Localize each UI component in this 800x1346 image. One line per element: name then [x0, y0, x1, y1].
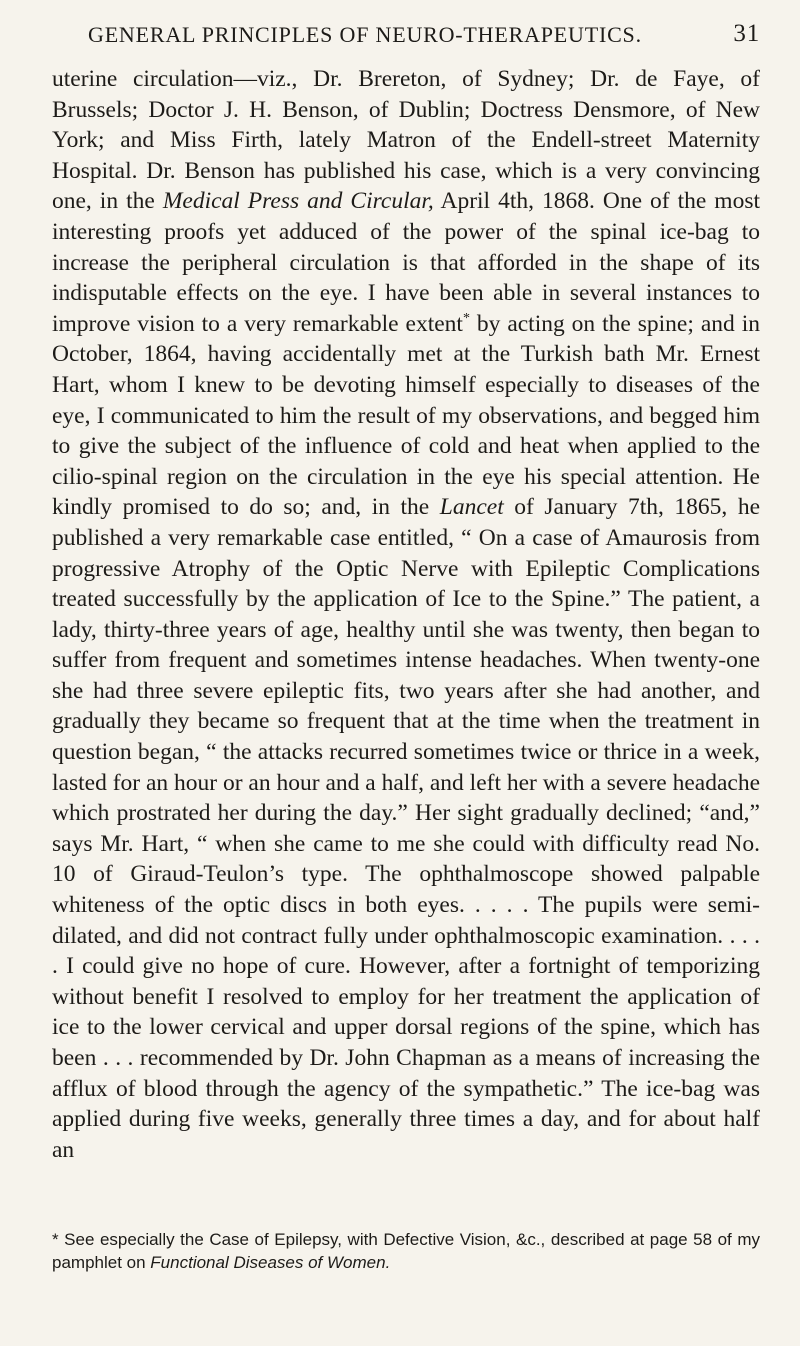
header-title: GENERAL PRINCIPLES OF NEURO-THERAPEUTICS. [88, 22, 642, 47]
body-text-segment: April 4th, 1868. One of the most interesting proofs yet adduced of the power of the spinal ice-bag to increase the peripheral circulation is that afforded in the shape of its indisputable effects on the eye. I have been able in several instances to improve vision to a very remarkable extent [52, 188, 761, 337]
journal-title: Medical Press and Circular, [162, 188, 434, 215]
footnote [52, 1228, 760, 1274]
body-text-segment: uterine circulation—viz., Dr. Brereton, of Sydney; Dr. de Faye, of Brussels; Doctor J. H. Benson, of Dublin; Doctress Densmore, of New York; and Miss Firth, lately Matron of the Endell-street Maternity Hospital. Dr. Benson has published his case, which is a very convincing one, in the [52, 66, 760, 215]
journal-title: Lancet [439, 494, 504, 521]
body-text [52, 64, 760, 1165]
footnote-book-title: Functional Diseases of Women. [150, 1253, 391, 1272]
running-header [52, 14, 760, 48]
page-number: 31 [733, 20, 760, 47]
paragraph [52, 64, 760, 1165]
footnote-text: * See especially the Case of Epilepsy, with Defective Vision, &c., described at page 58 of my pamphlet on [52, 1230, 760, 1272]
footnote-reference: * [462, 310, 470, 326]
body-text-segment: of January 7th, 1865, he published a very remarkable case entitled, “ On a case of Amaurosis from progressive Atrophy of the Optic Nerve with Epileptic Complications treated successfully by the application of Ice to the Spine.” The patient, a lady, thirty-three years of age, healthy until she was twenty, then began to suffer from frequent and sometimes intense headaches. When twenty-one she had three severe epileptic fits, two years after she had another, and gradually they became so frequent that at the time when the treatment in question began, “ the attacks recurred sometimes twice or thrice in a week, lasted for an hour or an hour and a half, and left her with a severe headache which prostrated her during the day.” Her sight gradually declined; “and,” says Mr. Hart, “ when she came to me she could with difficulty read No. 10 of Giraud-Teulon’s type. The ophthalmoscope showed palpable whiteness of the optic discs in both eyes. . . . . The pupils were semi-dilated, and did not contract fully under ophthalmoscopic examination. . . . . I could give no hope of cure. However, after a fortnight of temporizing without benefit I resolved to employ for her treatment the application of ice to the lower cervical and upper dorsal regions of the spine, which has been . . . recommended by Dr. John Chapman as a means of increasing the afflux of blood through the agency of the sympathetic.” The ice-bag was applied during five weeks, generally three times a day, and for about half an [52, 494, 761, 1163]
body-text-segment: by acting on the spine; and in October, 1864, having accidentally met at the Turkish bath Mr. Ernest Hart, whom I knew to be devoting himself especially to diseases of the eye, I communicated to him the result of my observations, and begged him to give the subject of the influence of cold and heat when applied to the cilio-spinal region on the circulation in the eye his special attention. He kindly promised to do so; and, in the [52, 310, 760, 521]
